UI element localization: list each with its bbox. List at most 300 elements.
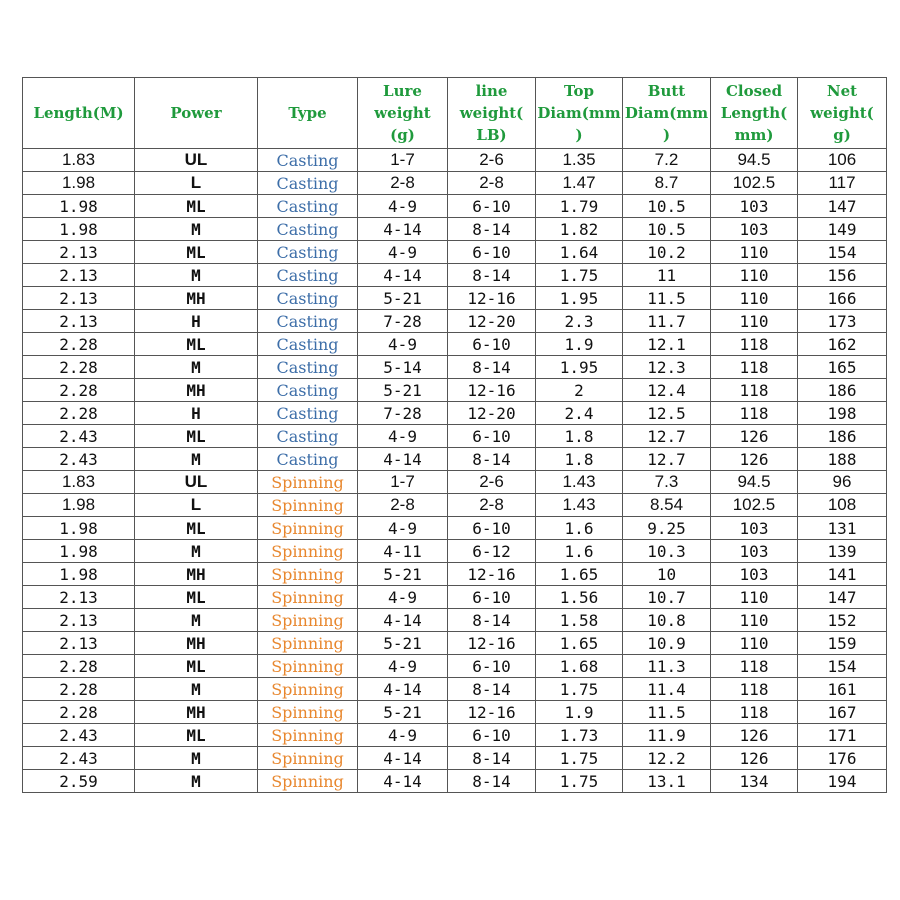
cell-top-diam: 1.79 bbox=[536, 195, 623, 218]
cell-length: 2.28 bbox=[23, 333, 135, 356]
cell-power: ML bbox=[135, 724, 258, 747]
cell-net-weight: 108 bbox=[798, 494, 887, 517]
cell-butt-diam: 10 bbox=[623, 563, 711, 586]
cell-net-weight: 194 bbox=[798, 770, 887, 793]
cell-closed-length: 110 bbox=[711, 586, 798, 609]
header-butt-diam-line: Diam(mm bbox=[624, 104, 709, 122]
cell-net-weight: 131 bbox=[798, 517, 887, 540]
cell-closed-length: 103 bbox=[711, 195, 798, 218]
cell-top-diam: 1.75 bbox=[536, 264, 623, 287]
table-row bbox=[23, 701, 887, 724]
cell-type: Casting bbox=[258, 333, 358, 356]
cell-type: Casting bbox=[258, 379, 358, 402]
cell-top-diam: 1.75 bbox=[536, 747, 623, 770]
cell-type: Casting bbox=[258, 218, 358, 241]
cell-top-diam: 2 bbox=[536, 379, 623, 402]
cell-line-weight: 12-20 bbox=[448, 402, 536, 425]
cell-power: UL bbox=[135, 471, 258, 494]
cell-type: Spinning bbox=[258, 563, 358, 586]
cell-line-weight: 12-20 bbox=[448, 310, 536, 333]
table-row bbox=[23, 609, 887, 632]
cell-top-diam: 1.6 bbox=[536, 517, 623, 540]
table-row bbox=[23, 310, 887, 333]
cell-butt-diam: 12.5 bbox=[623, 402, 711, 425]
cell-lure-weight: 4-9 bbox=[358, 655, 448, 678]
header-line-weight bbox=[448, 78, 536, 149]
cell-butt-diam: 7.2 bbox=[623, 149, 711, 172]
header-type-line: Type bbox=[288, 104, 327, 122]
table-row bbox=[23, 494, 887, 517]
cell-top-diam: 1.95 bbox=[536, 356, 623, 379]
cell-length: 2.43 bbox=[23, 747, 135, 770]
cell-type: Casting bbox=[258, 264, 358, 287]
header-line-weight-line: weight( bbox=[459, 104, 524, 122]
cell-closed-length: 134 bbox=[711, 770, 798, 793]
header-top-diam-line: Diam(mm bbox=[537, 104, 621, 122]
cell-closed-length: 103 bbox=[711, 517, 798, 540]
cell-lure-weight: 1-7 bbox=[358, 471, 448, 494]
cell-lure-weight: 4-14 bbox=[358, 448, 448, 471]
cell-length: 2.43 bbox=[23, 724, 135, 747]
cell-power: ML bbox=[135, 241, 258, 264]
cell-closed-length: 110 bbox=[711, 241, 798, 264]
header-lure-weight-line: Lure bbox=[383, 82, 422, 100]
cell-line-weight: 2-6 bbox=[448, 471, 536, 494]
cell-top-diam: 1.43 bbox=[536, 494, 623, 517]
cell-power: M bbox=[135, 448, 258, 471]
cell-type: Spinning bbox=[258, 678, 358, 701]
table-row bbox=[23, 264, 887, 287]
cell-lure-weight: 4-11 bbox=[358, 540, 448, 563]
cell-lure-weight: 5-14 bbox=[358, 356, 448, 379]
table-row bbox=[23, 425, 887, 448]
cell-butt-diam: 8.54 bbox=[623, 494, 711, 517]
cell-type: Casting bbox=[258, 310, 358, 333]
cell-closed-length: 103 bbox=[711, 218, 798, 241]
cell-lure-weight: 5-21 bbox=[358, 563, 448, 586]
table-row bbox=[23, 333, 887, 356]
cell-closed-length: 94.5 bbox=[711, 149, 798, 172]
cell-type: Casting bbox=[258, 356, 358, 379]
cell-lure-weight: 4-9 bbox=[358, 586, 448, 609]
cell-type: Spinning bbox=[258, 655, 358, 678]
header-lure-weight-line: (g) bbox=[390, 126, 415, 144]
cell-butt-diam: 7.3 bbox=[623, 471, 711, 494]
cell-butt-diam: 12.2 bbox=[623, 747, 711, 770]
header-closed-length-line: Closed bbox=[725, 82, 783, 100]
cell-top-diam: 1.6 bbox=[536, 540, 623, 563]
cell-length: 2.28 bbox=[23, 356, 135, 379]
table-row bbox=[23, 172, 887, 195]
cell-lure-weight: 4-9 bbox=[358, 333, 448, 356]
cell-line-weight: 8-14 bbox=[448, 609, 536, 632]
cell-power: ML bbox=[135, 425, 258, 448]
header-butt-diam-line: ) bbox=[662, 126, 671, 144]
cell-closed-length: 126 bbox=[711, 724, 798, 747]
table-row bbox=[23, 586, 887, 609]
rod-spec-table bbox=[22, 77, 887, 793]
cell-type: Casting bbox=[258, 425, 358, 448]
cell-lure-weight: 2-8 bbox=[358, 172, 448, 195]
header-top-diam-line: ) bbox=[575, 126, 583, 144]
table-row bbox=[23, 195, 887, 218]
cell-closed-length: 102.5 bbox=[711, 494, 798, 517]
table-row bbox=[23, 540, 887, 563]
cell-lure-weight: 5-21 bbox=[358, 632, 448, 655]
cell-type: Spinning bbox=[258, 494, 358, 517]
cell-line-weight: 6-10 bbox=[448, 586, 536, 609]
cell-lure-weight: 7-28 bbox=[358, 402, 448, 425]
cell-top-diam: 1.75 bbox=[536, 770, 623, 793]
cell-line-weight: 6-10 bbox=[448, 425, 536, 448]
cell-lure-weight: 5-21 bbox=[358, 287, 448, 310]
cell-power: H bbox=[135, 402, 258, 425]
cell-line-weight: 6-10 bbox=[448, 724, 536, 747]
cell-type: Casting bbox=[258, 287, 358, 310]
table-row bbox=[23, 517, 887, 540]
table-row bbox=[23, 448, 887, 471]
cell-line-weight: 6-10 bbox=[448, 195, 536, 218]
table-body bbox=[23, 149, 887, 793]
cell-net-weight: 96 bbox=[798, 471, 887, 494]
cell-type: Spinning bbox=[258, 747, 358, 770]
cell-line-weight: 12-16 bbox=[448, 701, 536, 724]
cell-length: 2.13 bbox=[23, 632, 135, 655]
header-butt-diam bbox=[623, 78, 711, 149]
cell-power: ML bbox=[135, 586, 258, 609]
cell-closed-length: 118 bbox=[711, 655, 798, 678]
cell-type: Spinning bbox=[258, 701, 358, 724]
header-power bbox=[135, 78, 258, 149]
header-butt-diam-line: Butt bbox=[647, 82, 686, 100]
cell-line-weight: 2-6 bbox=[448, 149, 536, 172]
cell-butt-diam: 12.4 bbox=[623, 379, 711, 402]
cell-power: M bbox=[135, 609, 258, 632]
cell-butt-diam: 10.2 bbox=[623, 241, 711, 264]
cell-line-weight: 6-10 bbox=[448, 517, 536, 540]
cell-line-weight: 6-12 bbox=[448, 540, 536, 563]
cell-butt-diam: 11.9 bbox=[623, 724, 711, 747]
cell-top-diam: 1.47 bbox=[536, 172, 623, 195]
cell-length: 1.98 bbox=[23, 517, 135, 540]
cell-lure-weight: 4-9 bbox=[358, 195, 448, 218]
cell-top-diam: 1.9 bbox=[536, 701, 623, 724]
cell-length: 1.98 bbox=[23, 563, 135, 586]
cell-length: 1.98 bbox=[23, 172, 135, 195]
table-row bbox=[23, 149, 887, 172]
cell-power: M bbox=[135, 770, 258, 793]
cell-length: 2.13 bbox=[23, 264, 135, 287]
cell-power: ML bbox=[135, 333, 258, 356]
cell-power: M bbox=[135, 218, 258, 241]
table-row bbox=[23, 218, 887, 241]
cell-power: MH bbox=[135, 563, 258, 586]
cell-top-diam: 1.56 bbox=[536, 586, 623, 609]
cell-net-weight: 154 bbox=[798, 241, 887, 264]
cell-type: Spinning bbox=[258, 586, 358, 609]
cell-type: Spinning bbox=[258, 540, 358, 563]
cell-net-weight: 176 bbox=[798, 747, 887, 770]
cell-lure-weight: 4-9 bbox=[358, 517, 448, 540]
table-header-row bbox=[23, 78, 887, 149]
cell-closed-length: 118 bbox=[711, 678, 798, 701]
header-net-weight bbox=[798, 78, 887, 149]
table-row bbox=[23, 379, 887, 402]
cell-type: Casting bbox=[258, 241, 358, 264]
cell-net-weight: 173 bbox=[798, 310, 887, 333]
cell-power: MH bbox=[135, 287, 258, 310]
cell-power: MH bbox=[135, 701, 258, 724]
cell-top-diam: 1.58 bbox=[536, 609, 623, 632]
cell-top-diam: 1.75 bbox=[536, 678, 623, 701]
cell-butt-diam: 10.7 bbox=[623, 586, 711, 609]
cell-type: Spinning bbox=[258, 517, 358, 540]
cell-butt-diam: 10.9 bbox=[623, 632, 711, 655]
cell-type: Casting bbox=[258, 172, 358, 195]
cell-net-weight: 165 bbox=[798, 356, 887, 379]
cell-closed-length: 94.5 bbox=[711, 471, 798, 494]
cell-length: 1.98 bbox=[23, 540, 135, 563]
cell-closed-length: 110 bbox=[711, 609, 798, 632]
cell-power: M bbox=[135, 356, 258, 379]
cell-length: 2.59 bbox=[23, 770, 135, 793]
cell-lure-weight: 4-14 bbox=[358, 264, 448, 287]
cell-line-weight: 6-10 bbox=[448, 333, 536, 356]
cell-power: M bbox=[135, 540, 258, 563]
cell-length: 2.13 bbox=[23, 287, 135, 310]
cell-type: Casting bbox=[258, 402, 358, 425]
cell-closed-length: 126 bbox=[711, 425, 798, 448]
cell-butt-diam: 12.1 bbox=[623, 333, 711, 356]
cell-type: Spinning bbox=[258, 632, 358, 655]
cell-butt-diam: 12.3 bbox=[623, 356, 711, 379]
cell-line-weight: 6-10 bbox=[448, 655, 536, 678]
cell-closed-length: 126 bbox=[711, 448, 798, 471]
cell-net-weight: 198 bbox=[798, 402, 887, 425]
header-length bbox=[23, 78, 135, 149]
header-power-line: Power bbox=[170, 104, 222, 122]
cell-line-weight: 8-14 bbox=[448, 356, 536, 379]
table-row bbox=[23, 770, 887, 793]
cell-lure-weight: 5-21 bbox=[358, 379, 448, 402]
cell-butt-diam: 12.7 bbox=[623, 425, 711, 448]
cell-net-weight: 186 bbox=[798, 379, 887, 402]
cell-power: ML bbox=[135, 517, 258, 540]
table-row bbox=[23, 241, 887, 264]
cell-lure-weight: 4-9 bbox=[358, 724, 448, 747]
cell-length: 2.28 bbox=[23, 379, 135, 402]
cell-length: 1.98 bbox=[23, 494, 135, 517]
cell-lure-weight: 2-8 bbox=[358, 494, 448, 517]
header-net-weight-line: weight( bbox=[810, 104, 874, 122]
cell-net-weight: 117 bbox=[798, 172, 887, 195]
cell-length: 1.98 bbox=[23, 195, 135, 218]
cell-length: 2.13 bbox=[23, 586, 135, 609]
table-row bbox=[23, 632, 887, 655]
cell-power: MH bbox=[135, 379, 258, 402]
cell-top-diam: 1.8 bbox=[536, 448, 623, 471]
cell-top-diam: 1.95 bbox=[536, 287, 623, 310]
cell-type: Casting bbox=[258, 149, 358, 172]
cell-length: 2.13 bbox=[23, 310, 135, 333]
cell-butt-diam: 10.8 bbox=[623, 609, 711, 632]
cell-power: M bbox=[135, 747, 258, 770]
header-net-weight-line: g) bbox=[833, 126, 851, 144]
cell-top-diam: 1.43 bbox=[536, 471, 623, 494]
cell-net-weight: 139 bbox=[798, 540, 887, 563]
cell-length: 1.83 bbox=[23, 471, 135, 494]
cell-closed-length: 118 bbox=[711, 402, 798, 425]
cell-line-weight: 8-14 bbox=[448, 678, 536, 701]
cell-power: L bbox=[135, 494, 258, 517]
cell-butt-diam: 11.7 bbox=[623, 310, 711, 333]
header-closed-length bbox=[711, 78, 798, 149]
cell-lure-weight: 4-14 bbox=[358, 770, 448, 793]
table-row bbox=[23, 678, 887, 701]
cell-power: MH bbox=[135, 632, 258, 655]
cell-top-diam: 1.68 bbox=[536, 655, 623, 678]
cell-line-weight: 6-10 bbox=[448, 241, 536, 264]
cell-power: UL bbox=[135, 149, 258, 172]
cell-line-weight: 8-14 bbox=[448, 218, 536, 241]
table-row bbox=[23, 471, 887, 494]
cell-top-diam: 1.35 bbox=[536, 149, 623, 172]
cell-lure-weight: 4-14 bbox=[358, 609, 448, 632]
cell-net-weight: 162 bbox=[798, 333, 887, 356]
cell-type: Casting bbox=[258, 195, 358, 218]
cell-length: 2.28 bbox=[23, 655, 135, 678]
cell-length: 2.13 bbox=[23, 241, 135, 264]
cell-lure-weight: 4-9 bbox=[358, 241, 448, 264]
cell-line-weight: 12-16 bbox=[448, 632, 536, 655]
cell-lure-weight: 4-14 bbox=[358, 678, 448, 701]
cell-lure-weight: 4-14 bbox=[358, 218, 448, 241]
cell-butt-diam: 12.7 bbox=[623, 448, 711, 471]
cell-net-weight: 159 bbox=[798, 632, 887, 655]
header-lure-weight bbox=[358, 78, 448, 149]
cell-closed-length: 110 bbox=[711, 310, 798, 333]
cell-lure-weight: 4-14 bbox=[358, 747, 448, 770]
cell-power: M bbox=[135, 678, 258, 701]
cell-line-weight: 8-14 bbox=[448, 747, 536, 770]
cell-line-weight: 12-16 bbox=[448, 563, 536, 586]
cell-butt-diam: 11.5 bbox=[623, 701, 711, 724]
cell-net-weight: 171 bbox=[798, 724, 887, 747]
table-row bbox=[23, 724, 887, 747]
cell-butt-diam: 10.3 bbox=[623, 540, 711, 563]
cell-power: H bbox=[135, 310, 258, 333]
cell-butt-diam: 13.1 bbox=[623, 770, 711, 793]
header-top-diam-line: Top bbox=[564, 82, 594, 100]
cell-closed-length: 126 bbox=[711, 747, 798, 770]
header-type bbox=[258, 78, 358, 149]
cell-line-weight: 8-14 bbox=[448, 770, 536, 793]
cell-butt-diam: 9.25 bbox=[623, 517, 711, 540]
cell-top-diam: 1.64 bbox=[536, 241, 623, 264]
cell-net-weight: 186 bbox=[798, 425, 887, 448]
cell-closed-length: 103 bbox=[711, 540, 798, 563]
cell-line-weight: 12-16 bbox=[448, 287, 536, 310]
cell-butt-diam: 11 bbox=[623, 264, 711, 287]
cell-top-diam: 1.82 bbox=[536, 218, 623, 241]
cell-line-weight: 2-8 bbox=[448, 172, 536, 195]
cell-butt-diam: 8.7 bbox=[623, 172, 711, 195]
cell-line-weight: 12-16 bbox=[448, 379, 536, 402]
cell-closed-length: 118 bbox=[711, 333, 798, 356]
header-closed-length-line: Length( bbox=[720, 104, 788, 122]
cell-net-weight: 188 bbox=[798, 448, 887, 471]
cell-type: Spinning bbox=[258, 770, 358, 793]
cell-length: 2.28 bbox=[23, 701, 135, 724]
cell-type: Spinning bbox=[258, 724, 358, 747]
table-row bbox=[23, 287, 887, 310]
cell-power: ML bbox=[135, 195, 258, 218]
cell-top-diam: 1.65 bbox=[536, 632, 623, 655]
cell-power: M bbox=[135, 264, 258, 287]
header-net-weight-line: Net bbox=[826, 82, 858, 100]
cell-length: 1.98 bbox=[23, 218, 135, 241]
cell-net-weight: 154 bbox=[798, 655, 887, 678]
cell-closed-length: 110 bbox=[711, 264, 798, 287]
cell-type: Spinning bbox=[258, 609, 358, 632]
header-top-diam bbox=[536, 78, 623, 149]
cell-line-weight: 8-14 bbox=[448, 264, 536, 287]
cell-net-weight: 156 bbox=[798, 264, 887, 287]
cell-lure-weight: 1-7 bbox=[358, 149, 448, 172]
cell-top-diam: 2.3 bbox=[536, 310, 623, 333]
cell-length: 1.83 bbox=[23, 149, 135, 172]
cell-closed-length: 102.5 bbox=[711, 172, 798, 195]
cell-butt-diam: 10.5 bbox=[623, 195, 711, 218]
cell-net-weight: 147 bbox=[798, 586, 887, 609]
header-line-weight-line: line bbox=[475, 82, 508, 100]
cell-butt-diam: 11.4 bbox=[623, 678, 711, 701]
cell-closed-length: 110 bbox=[711, 632, 798, 655]
table-row bbox=[23, 563, 887, 586]
cell-top-diam: 1.8 bbox=[536, 425, 623, 448]
cell-closed-length: 118 bbox=[711, 356, 798, 379]
table-row bbox=[23, 747, 887, 770]
header-closed-length-line: mm) bbox=[734, 126, 774, 144]
cell-net-weight: 166 bbox=[798, 287, 887, 310]
cell-top-diam: 1.65 bbox=[536, 563, 623, 586]
table-row bbox=[23, 655, 887, 678]
cell-lure-weight: 4-9 bbox=[358, 425, 448, 448]
cell-lure-weight: 7-28 bbox=[358, 310, 448, 333]
cell-net-weight: 161 bbox=[798, 678, 887, 701]
cell-power: L bbox=[135, 172, 258, 195]
cell-net-weight: 149 bbox=[798, 218, 887, 241]
cell-closed-length: 118 bbox=[711, 701, 798, 724]
header-line-weight-line: LB) bbox=[476, 126, 507, 144]
cell-closed-length: 103 bbox=[711, 563, 798, 586]
cell-line-weight: 8-14 bbox=[448, 448, 536, 471]
cell-line-weight: 2-8 bbox=[448, 494, 536, 517]
table-row bbox=[23, 356, 887, 379]
header-lure-weight-line: weight bbox=[374, 104, 431, 122]
cell-butt-diam: 10.5 bbox=[623, 218, 711, 241]
cell-net-weight: 106 bbox=[798, 149, 887, 172]
cell-net-weight: 167 bbox=[798, 701, 887, 724]
cell-type: Casting bbox=[258, 448, 358, 471]
cell-length: 2.28 bbox=[23, 678, 135, 701]
header-length-line: Length(M) bbox=[33, 104, 124, 122]
table-row bbox=[23, 402, 887, 425]
cell-closed-length: 110 bbox=[711, 287, 798, 310]
cell-net-weight: 152 bbox=[798, 609, 887, 632]
cell-length: 2.28 bbox=[23, 402, 135, 425]
cell-net-weight: 141 bbox=[798, 563, 887, 586]
